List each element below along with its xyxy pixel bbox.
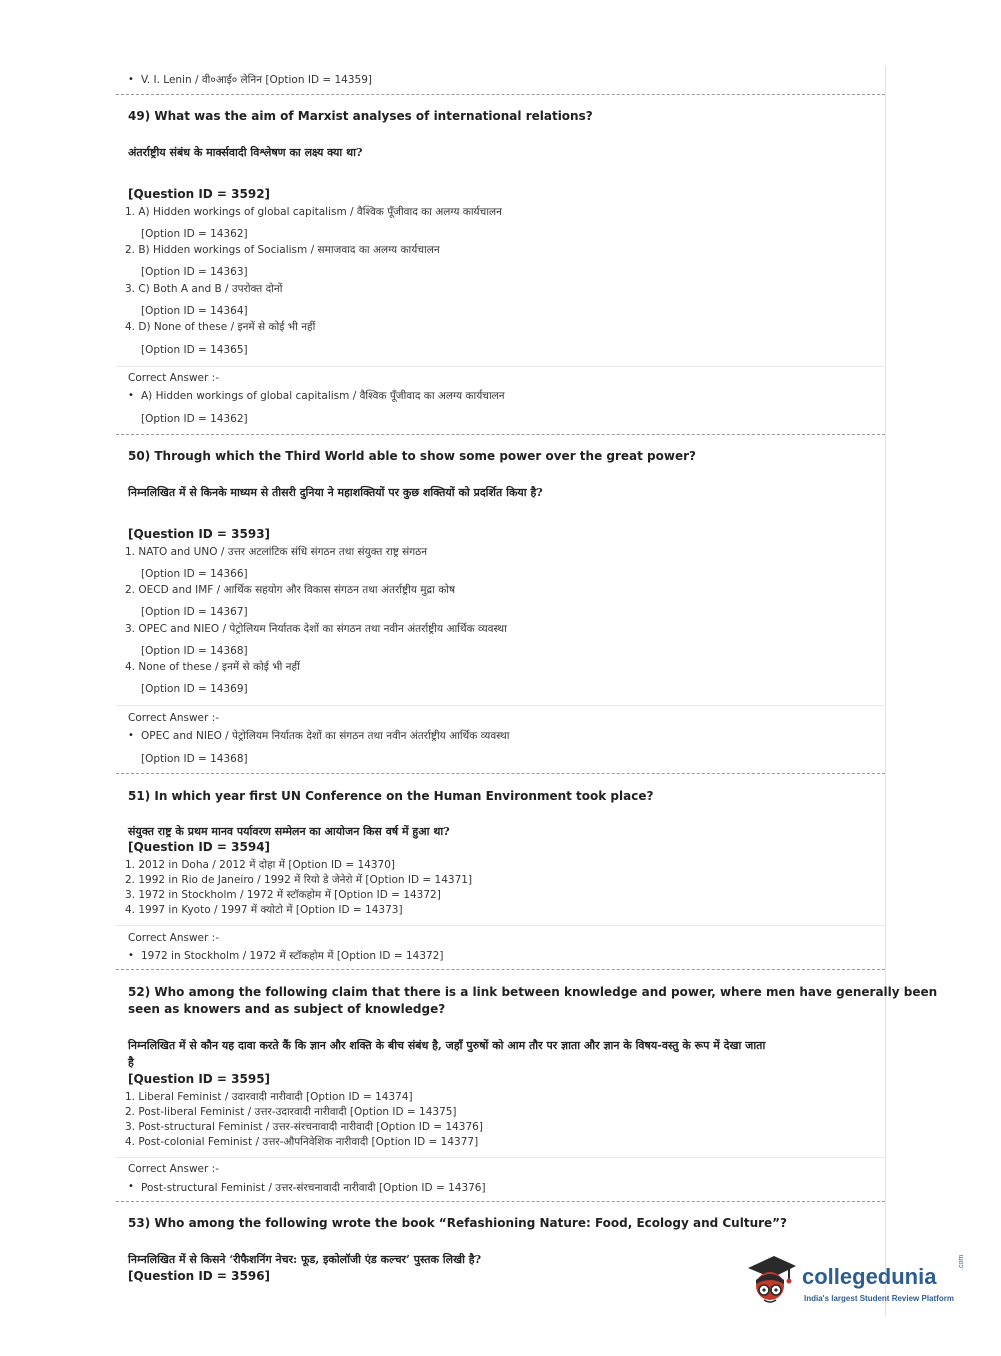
separator (116, 1201, 885, 1202)
question-50-hindi: निम्नलिखित में से किनके माध्यम से तीसरी दुनिया ने महाशक्तियों पर कुछ शक्तियों को प्रदर्शित किया है? (128, 486, 543, 499)
collegedunia-logo (742, 1246, 972, 1316)
q49-option-2-id: [Option ID = 14363] (141, 266, 248, 278)
answer-divider (116, 705, 885, 706)
question-49-text: 49) What was the aim of Marxist analyses of international relations? (128, 109, 593, 123)
question-50-text: 50) Through which the Third World able to show some power over the great power? (128, 449, 696, 463)
q51-option-2: 2. 1992 in Rio de Janeiro / 1992 में रियो डे जेनेरो में [Option ID = 14371] (125, 874, 473, 886)
q51-correct-answer-text: 1972 in Stockholm / 1972 में स्टॉकहोम में [Option ID = 14372] (141, 950, 444, 962)
bullet: • (128, 950, 134, 961)
question-49-id: [Question ID = 3592] (128, 187, 271, 201)
q52-correct-answer-text: Post-structural Feminist / उत्तर-संरचनावादी नारीवादी [Option ID = 14376] (141, 1182, 486, 1194)
logo-tagline: India's largest Student Review Platform (804, 1294, 954, 1303)
q50-option-2-id: [Option ID = 14367] (141, 606, 248, 618)
q50-option-3: 3. OPEC and NIEO / पेट्रोलियम निर्यातक देशों का संगठन तथा नवीन अंतर्राष्ट्रीय आर्थिक व्यवस्था (125, 623, 507, 635)
question-52-hindi-line-1: निम्नलिखित में से कौन यह दावा करते कैं कि ज्ञान और शक्ति के बीच संबंध है, जहाँ पुरुषों को आम तौर पर ज्ञाता और ज्ञान के विषय-वस्तु के रूप में देखा जाता (128, 1039, 766, 1052)
bullet: • (128, 390, 134, 401)
q52-correct-answer-label: Correct Answer :- (128, 1163, 219, 1175)
question-52-hindi-line-2: है (128, 1056, 134, 1069)
q49-correct-answer-id: [Option ID = 14362] (141, 413, 248, 425)
q49-option-3: 3. C) Both A and B / उपरोक्त दोनों (125, 283, 283, 295)
q49-option-1-id: [Option ID = 14362] (141, 228, 248, 240)
q52-option-1: 1. Liberal Feminist / उदारवादी नारीवादी [Option ID = 14374] (125, 1091, 413, 1103)
separator (116, 969, 885, 970)
question-49-hindi: अंतर्राष्ट्रीय संबंध के मार्क्सवादी विश्लेषण का लक्ष्य क्या था? (128, 146, 363, 159)
logo-suffix: .com (958, 1254, 965, 1270)
question-52-text-line-1: 52) Who among the following claim that there is a link between knowledge and power, where men have generally been (128, 985, 938, 999)
question-51-text: 51) In which year first UN Conference on the Human Environment took place? (128, 789, 654, 803)
q52-option-3: 3. Post-structural Feminist / उत्तर-संरचनावादी नारीवादी [Option ID = 14376] (125, 1121, 483, 1133)
logo-name: collegedunia (802, 1264, 937, 1289)
mascot-icon (742, 1250, 800, 1312)
bullet: • (128, 1181, 134, 1192)
q49-option-2: 2. B) Hidden workings of Socialism / समाजवाद का अलग्य कार्यचालन (125, 244, 440, 256)
question-51-hindi: संयुक्त राष्ट्र के प्रथम मानव पर्यावरण सम्मेलन का आयोजन किस वर्ष में हुआ था? (128, 825, 450, 838)
answer-divider (116, 1157, 885, 1158)
q50-option-2: 2. OECD and IMF / आर्थिक सहयोग और विकास संगठन तथा अंतर्राष्ट्रीय मुद्रा कोष (125, 584, 456, 596)
question-52-text-line-2: seen as knowers and as subject of knowledge? (128, 1002, 446, 1016)
separator (116, 773, 885, 774)
question-52-id: [Question ID = 3595] (128, 1072, 271, 1086)
question-53-hindi: निम्नलिखित में से किसने ‘रीफैशनिंग नेचर: फूड, इकोलॉजी एंड कल्चर’ पुस्तक लिखी है? (128, 1253, 482, 1266)
q49-option-3-id: [Option ID = 14364] (141, 305, 248, 317)
question-53-id: [Question ID = 3596] (128, 1269, 271, 1283)
q50-correct-answer-label: Correct Answer :- (128, 712, 219, 724)
bullet: • (128, 74, 134, 85)
q50-option-4-id: [Option ID = 14369] (141, 683, 248, 695)
separator (116, 434, 885, 435)
q49-correct-answer-label: Correct Answer :- (128, 372, 219, 384)
separator (116, 94, 885, 95)
question-51-id: [Question ID = 3594] (128, 840, 271, 854)
q50-option-1: 1. NATO and UNO / उत्तर अटलांटिक संधि संगठन तथा संयुक्त राष्ट्र संगठन (125, 546, 428, 558)
answer-divider (116, 925, 885, 926)
q49-correct-answer-text: A) Hidden workings of global capitalism / वैश्विक पूँजीवाद का अलग्य कार्यचालन (141, 390, 505, 402)
q49-option-4-id: [Option ID = 14365] (141, 344, 248, 356)
bullet: • (128, 730, 134, 741)
q50-option-1-id: [Option ID = 14366] (141, 568, 248, 580)
q51-option-3: 3. 1972 in Stockholm / 1972 में स्टॉकहोम में [Option ID = 14372] (125, 889, 441, 901)
q50-correct-answer-id: [Option ID = 14368] (141, 753, 248, 765)
q51-option-1: 1. 2012 in Doha / 2012 में दोहा में [Option ID = 14370] (125, 859, 395, 871)
q51-correct-answer-label: Correct Answer :- (128, 932, 219, 944)
q50-correct-answer-text: OPEC and NIEO / पेट्रोलियम निर्यातक देशों का संगठन तथा नवीन अंतर्राष्ट्रीय आर्थिक व्यवस्था (141, 730, 510, 742)
q52-option-2: 2. Post-liberal Feminist / उत्तर-उदारवादी नारीवादी [Option ID = 14375] (125, 1106, 457, 1118)
q49-option-4: 4. D) None of these / इनमें से कोई भी नहीं (125, 321, 316, 333)
q50-option-4: 4. None of these / इनमें से कोई भी नहीं (125, 661, 300, 673)
question-50-id: [Question ID = 3593] (128, 527, 271, 541)
question-53-text: 53) Who among the following wrote the book “Refashioning Nature: Food, Ecology and Culture”? (128, 1216, 788, 1230)
prev-answer-text: V. I. Lenin / वी०आई० लेनिन [Option ID = 14359] (141, 74, 373, 86)
q51-option-4: 4. 1997 in Kyoto / 1997 में क्योटो में [Option ID = 14373] (125, 904, 403, 916)
q50-option-3-id: [Option ID = 14368] (141, 645, 248, 657)
q52-option-4: 4. Post-colonial Feminist / उत्तर-औपनिवेशिक नारीवादी [Option ID = 14377] (125, 1136, 479, 1148)
q49-option-1: 1. A) Hidden workings of global capitalism / वैश्विक पूँजीवाद का अलग्य कार्यचालन (125, 206, 502, 218)
answer-divider (116, 366, 885, 367)
